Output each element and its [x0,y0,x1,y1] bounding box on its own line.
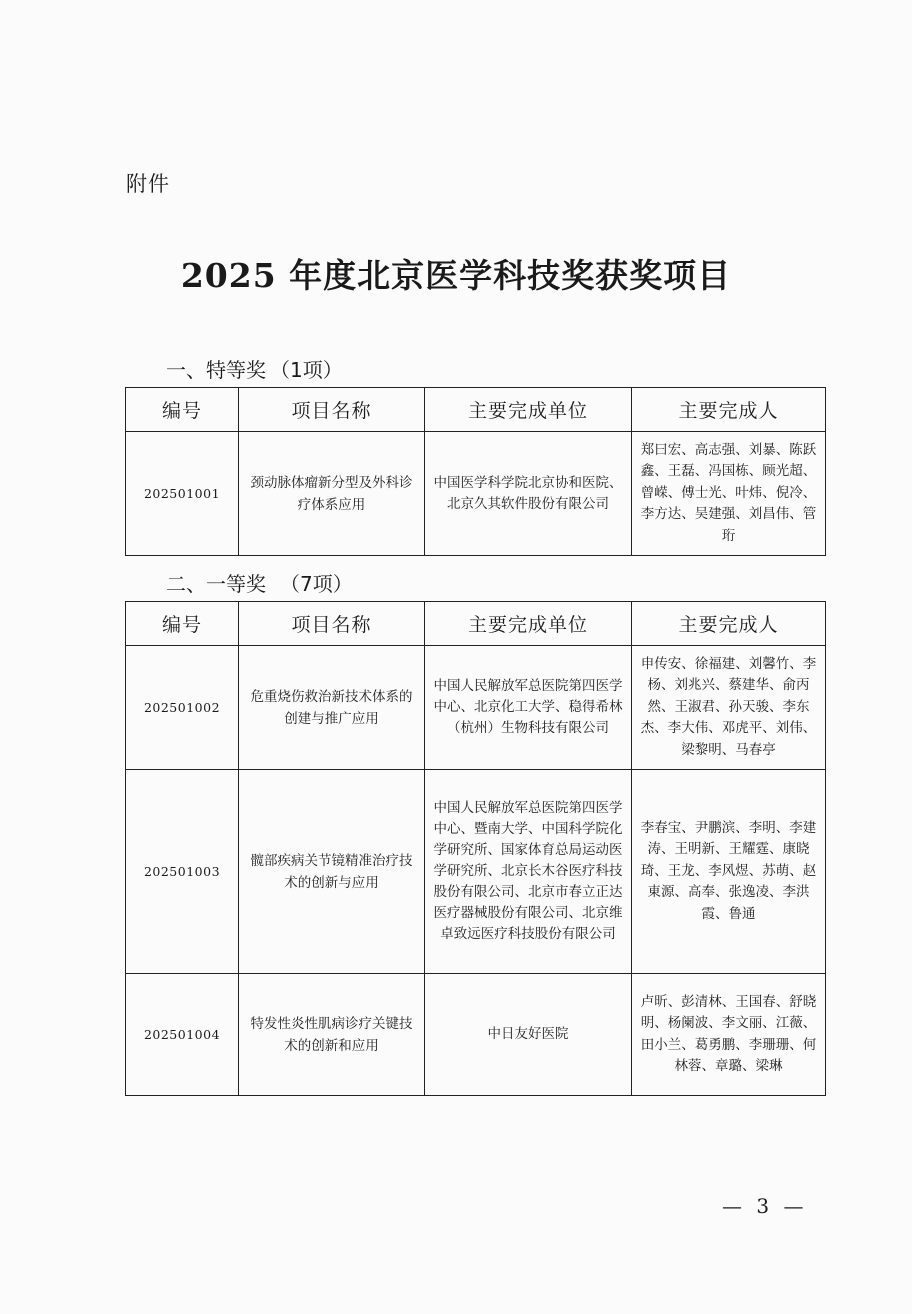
header-project-name: 项目名称 [239,388,425,432]
section-heading-special [166,354,343,383]
section-title: 二、一等奖 [166,572,266,596]
project-name: 颈动脉体瘤新分型及外科诊疗体系应用 [239,432,425,556]
completion-unit: 中日友好医院 [425,974,632,1096]
project-code: 202501004 [126,974,239,1096]
completion-unit: 中国医学科学院北京协和医院、北京久其软件股份有限公司 [425,432,632,556]
page-number: — 3 — [722,1194,808,1218]
completion-people: 郑曰宏、高志强、刘暴、陈跃鑫、王磊、冯国栋、顾光超、曾嵘、傅士光、叶炜、倪冷、李方达、吴建强、刘昌伟、管珩 [632,432,826,556]
table-row [126,770,826,974]
section-count: （7项） [280,572,353,596]
project-name: 髋部疾病关节镜精准治疗技术的创新与应用 [239,770,425,974]
completion-people: 申传安、徐福建、刘馨竹、李杨、刘兆兴、蔡建华、俞丙然、王淑君、孙天骏、李东杰、李大伟、邓虎平、刘伟、梁黎明、马春亭 [632,646,826,770]
header-unit: 主要完成单位 [425,388,632,432]
table-header-row [126,602,826,646]
table-row [126,432,826,556]
project-name: 危重烧伤救治新技术体系的创建与推广应用 [239,646,425,770]
special-award-table [125,387,826,556]
table-row [126,646,826,770]
header-people: 主要完成人 [632,388,826,432]
section-count: （1项） [270,358,343,382]
header-code: 编号 [126,388,239,432]
completion-unit: 中国人民解放军总医院第四医学中心、北京化工大学、稳得希林（杭州）生物科技有限公司 [425,646,632,770]
project-code: 202501001 [126,432,239,556]
table-header-row [126,388,826,432]
project-code: 202501003 [126,770,239,974]
project-name: 特发性炎性肌病诊疗关键技术的创新和应用 [239,974,425,1096]
completion-people: 李春宝、尹鹏滨、李明、李建涛、王明新、王耀霆、康晓琦、王龙、李风煜、苏萌、赵東源、高奉、张逸凌、李洪霞、鲁通 [632,770,826,974]
table-row [126,974,826,1096]
header-project-name: 项目名称 [239,602,425,646]
header-unit: 主要完成单位 [425,602,632,646]
completion-people: 卢昕、彭清林、王国春、舒晓明、杨阑波、李文丽、江薇、田小兰、葛勇鹏、李珊珊、何林蓉、章璐、梁琳 [632,974,826,1096]
document-title: 2025 年度北京医学科技奖获奖项目 [180,256,732,295]
attachment-label: 附件 [126,172,170,196]
completion-unit: 中国人民解放军总医院第四医学中心、暨南大学、中国科学院化学研究所、国家体育总局运动医学研究所、北京长木谷医疗科技股份有限公司、北京市春立正达医疗器械股份有限公司、北京维卓致远医疗科技股份有限公司 [425,770,632,974]
header-people: 主要完成人 [632,602,826,646]
header-code: 编号 [126,602,239,646]
project-code: 202501002 [126,646,239,770]
section-title: 一、特等奖 [166,358,266,382]
first-class-award-table [125,601,826,1096]
section-heading-first-class [166,568,353,597]
